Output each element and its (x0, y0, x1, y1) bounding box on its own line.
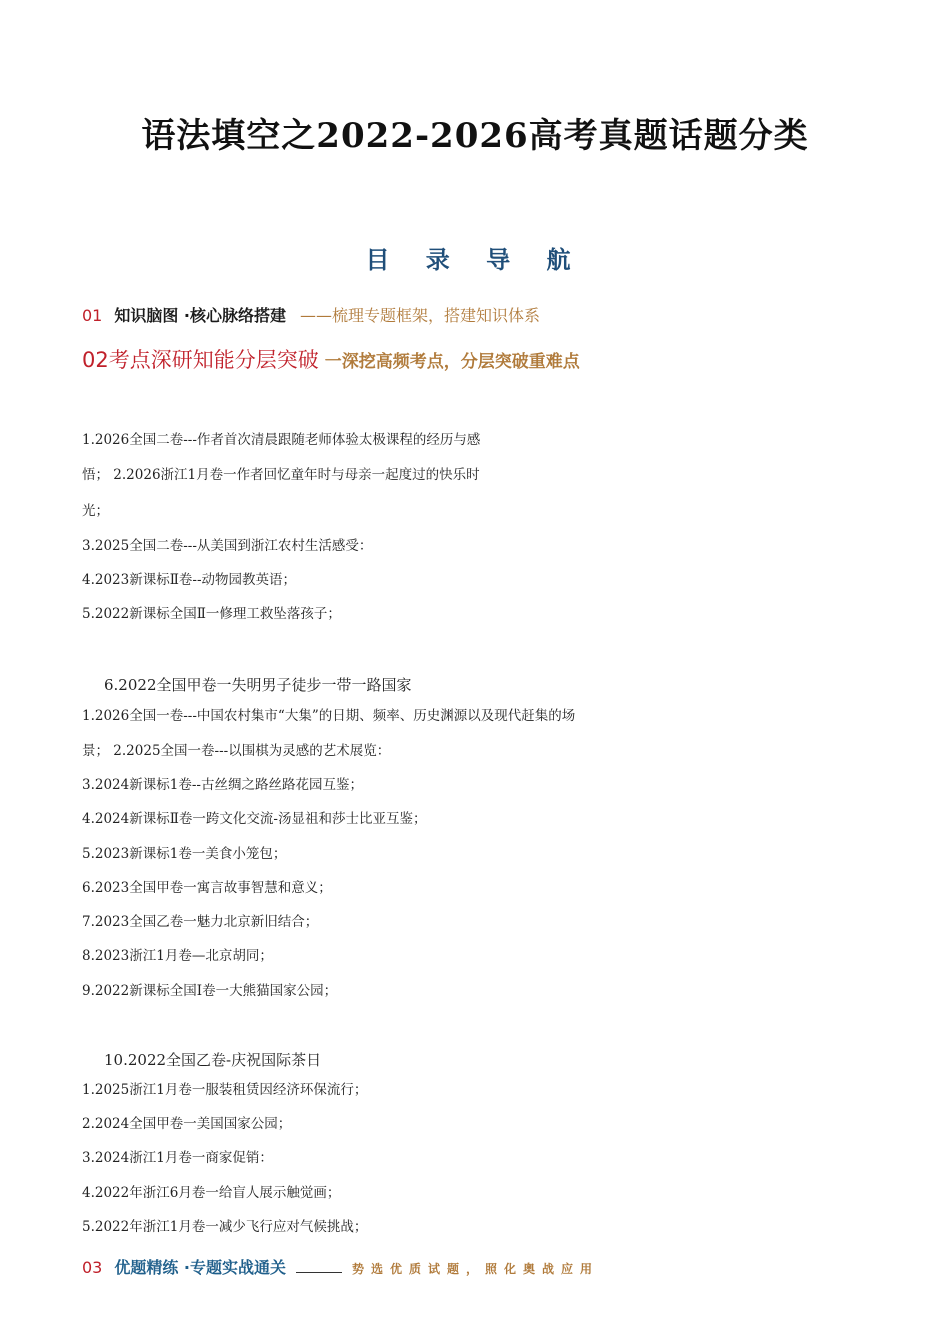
fill-blank-line (296, 1258, 342, 1273)
list-item: 2.2024全国甲卷一美国国家公园； (82, 1116, 292, 1132)
section-3-subtitle: 势选优质试题，照化奥战应用 (352, 1262, 600, 1276)
group-heading: 6.2022全国甲卷一失明男子徒步一带一路国家 (104, 676, 412, 694)
list-item: 4.2023新课标Ⅱ卷--动物园教英语； (82, 572, 297, 588)
section-3-title: 优题精练 ·专题实战通关 (114, 1258, 287, 1277)
section-1-title: 知识脑图 ·核心脉络搭建 (114, 306, 287, 325)
list-item: 3.2024浙江1月卷一商家促销： (82, 1150, 273, 1166)
list-item: 7.2023全国乙卷一魅力北京新旧结合； (82, 914, 319, 930)
list-item: 5.2023新课标1卷一美食小笼包； (82, 846, 287, 862)
list-item: 1.2025浙江1月卷一服装租赁因经济环保流行； (82, 1082, 368, 1098)
group-heading: 10.2022全国乙卷-庆祝国际茶日 (104, 1051, 322, 1069)
toc-heading: 目 录 导 航 (365, 246, 585, 274)
cropped-text-fragment (82, 407, 322, 415)
list-item: 4.2022年浙江6月卷一给盲人展示触觉画； (82, 1185, 341, 1201)
list-item: 9.2022新课标全国Ⅰ卷一大熊猫国家公园； (82, 983, 338, 999)
list-item: 5.2022新课标全国Ⅱ一修理工救坠落孩子； (82, 606, 341, 622)
section-1-number: 01 (82, 306, 103, 325)
section-1-heading (82, 303, 540, 326)
list-item: 3.2024新课标1卷--古丝绸之路丝路花园互鉴； (82, 777, 363, 793)
list-item: 1.2026全国一卷---中国农村集市“大集”的日期、频率、历史渊源以及现代赶集的场 (82, 708, 576, 724)
list-item: 4.2024新课标Ⅱ卷一跨文化交流-汤显祖和莎士比亚互鉴； (82, 811, 427, 827)
list-item: 6.2023全国甲卷一寓言故事智慧和意义； (82, 880, 332, 896)
list-item: 1.2026全国二卷---作者首次清晨跟随老师体验太极课程的经历与感 (82, 432, 481, 448)
list-item: 5.2022年浙江1月卷一减少飞行应对气候挑战； (82, 1219, 368, 1235)
section-2-title: 考点深研知能分层突破 (108, 348, 319, 372)
list-item: 光； (82, 503, 109, 519)
list-item: 3.2025全国二卷---从美国到浙江农村生活感受： (82, 538, 373, 554)
list-item: 景； 2.2025全国一卷---以围棋为灵感的艺术展览： (82, 743, 391, 759)
section-1-subtitle: ——梳理专题框架，搭建知识体系 (300, 306, 541, 325)
list-item: 悟； 2.2026浙江1月卷一作者回忆童年时与母亲一起度过的快乐时 (82, 467, 480, 483)
section-2-number: 02 (82, 348, 109, 372)
section-2-subtitle: 一深挖高频考点，分层突破重难点 (324, 352, 580, 372)
list-item: 8.2023浙江1月卷—北京胡同； (82, 948, 273, 964)
page-title: 语法填空之2022-2026高考真题话题分类 (141, 116, 809, 156)
section-3-heading (82, 1255, 599, 1278)
section-3-number: 03 (82, 1258, 103, 1277)
section-2-heading (82, 344, 580, 374)
